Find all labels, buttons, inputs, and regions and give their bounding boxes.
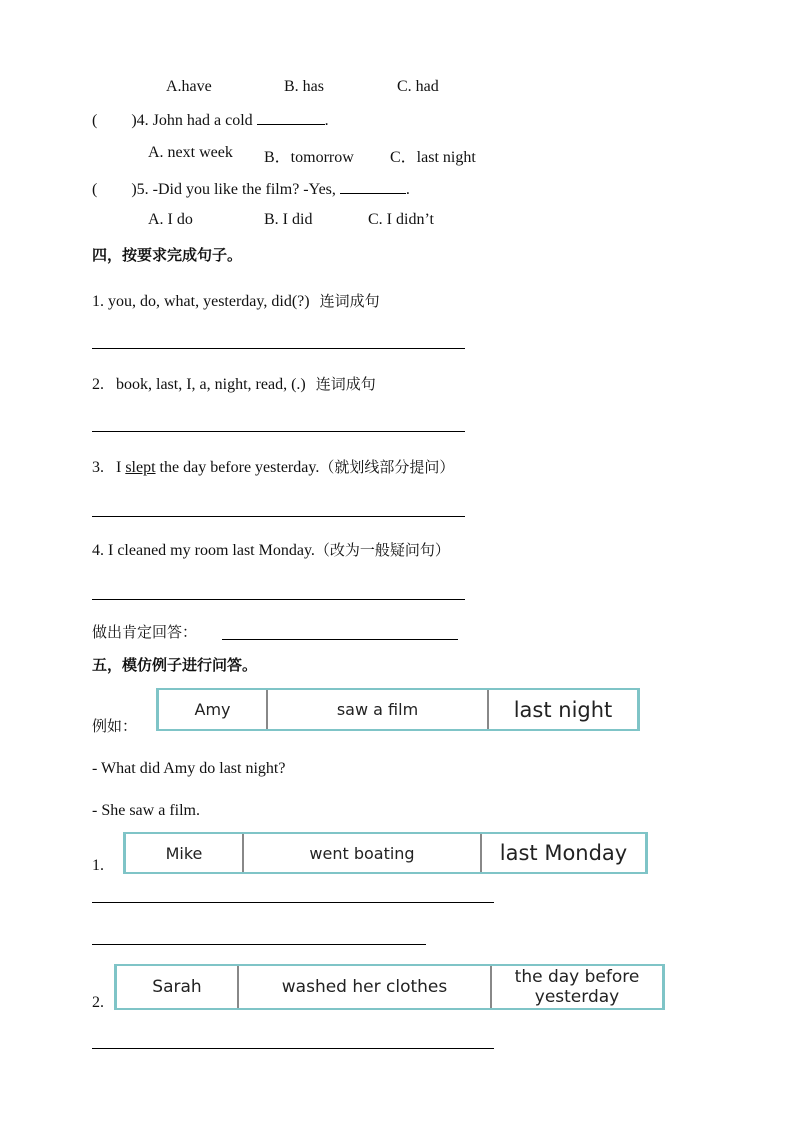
answer-line-2[interactable] [92,431,465,432]
q2-table [114,964,665,1010]
q5-stem: )5. -Did you like the film? -Yes, [131,181,336,198]
section4-title: 四，按要求完成句子。 [92,246,243,264]
s4-item-3-post: the day before yesterday. [159,459,320,476]
answer-line-3[interactable] [92,516,465,517]
s4-item-2-text: 2. book, last, I, a, night, read, (.) [92,376,306,393]
q5-option-b: B. I did [264,211,313,228]
q2-activity: washed her clothes [239,966,492,1008]
q3-option-b: B. has [284,78,324,95]
q1-number: 1. [92,857,104,874]
q4-end: . [324,112,329,129]
q4-paren-open: ( [92,112,98,129]
example-activity: saw a film [268,690,489,729]
q3-option-a: A.have [166,78,212,95]
section5-title: 五，模仿例子进行问答。 [92,656,258,674]
q4-stem: )4. John had a cold [131,112,253,129]
q4-option-c: C．last night [390,149,476,166]
q2-answer-line-1[interactable] [92,1048,494,1049]
q5-option-c: C. I didn’t [368,211,434,228]
s4-item-1-instruction: 连词成句 [319,292,380,310]
q5-option-a: A. I do [148,211,193,228]
s4-item-3-instruction: （就划线部分提问） [319,458,455,476]
q3-option-c: C. had [397,78,439,95]
answer-line-1[interactable] [92,348,465,349]
s4-item-2 [92,373,376,394]
q4-question [92,110,329,130]
q4-blank[interactable] [257,110,325,125]
answer-line-4[interactable] [92,599,465,600]
q1-activity: went boating [244,834,482,872]
example-answer: - She saw a film. [92,802,200,819]
q5-end: . [405,181,410,198]
q5-question [92,179,410,199]
affirmative-answer-line[interactable] [222,639,458,640]
q1-time: last Monday [499,841,628,865]
q2-person: Sarah [117,966,239,1008]
example-table [156,688,640,731]
s4-item-3-underlined: slept [125,459,156,476]
example-label: 例如： [92,717,138,735]
q1-answer-line-1[interactable] [92,902,494,903]
example-person: Amy [159,690,268,729]
s4-item-4-instruction: （改为一般疑问句） [314,541,450,559]
s4-item-1 [92,290,380,311]
q1-table [123,832,648,874]
q4-option-b: B．tomorrow [264,149,354,166]
s4-item-2-instruction: 连词成句 [315,375,376,393]
q2-number: 2. [92,994,104,1011]
q5-paren-open: ( [92,181,98,198]
s4-item-1-text: 1. you, do, what, yesterday, did(?) [92,293,310,310]
q5-blank[interactable] [340,179,406,194]
s4-item-3-pre: 3. I [92,459,122,476]
s4-item-4 [92,539,450,560]
s4-item-4-text: 4. I cleaned my room last Monday. [92,542,315,559]
example-question: - What did Amy do last night? [92,760,286,777]
example-time: last night [513,697,613,722]
q2-time: the day before yesterday [514,967,640,1007]
q1-answer-line-2[interactable] [92,944,426,945]
q1-person: Mike [126,834,244,872]
affirmative-answer-label: 做出肯定回答： [92,623,198,641]
q4-option-a: A. next week [148,144,233,161]
s4-item-3 [92,456,454,477]
